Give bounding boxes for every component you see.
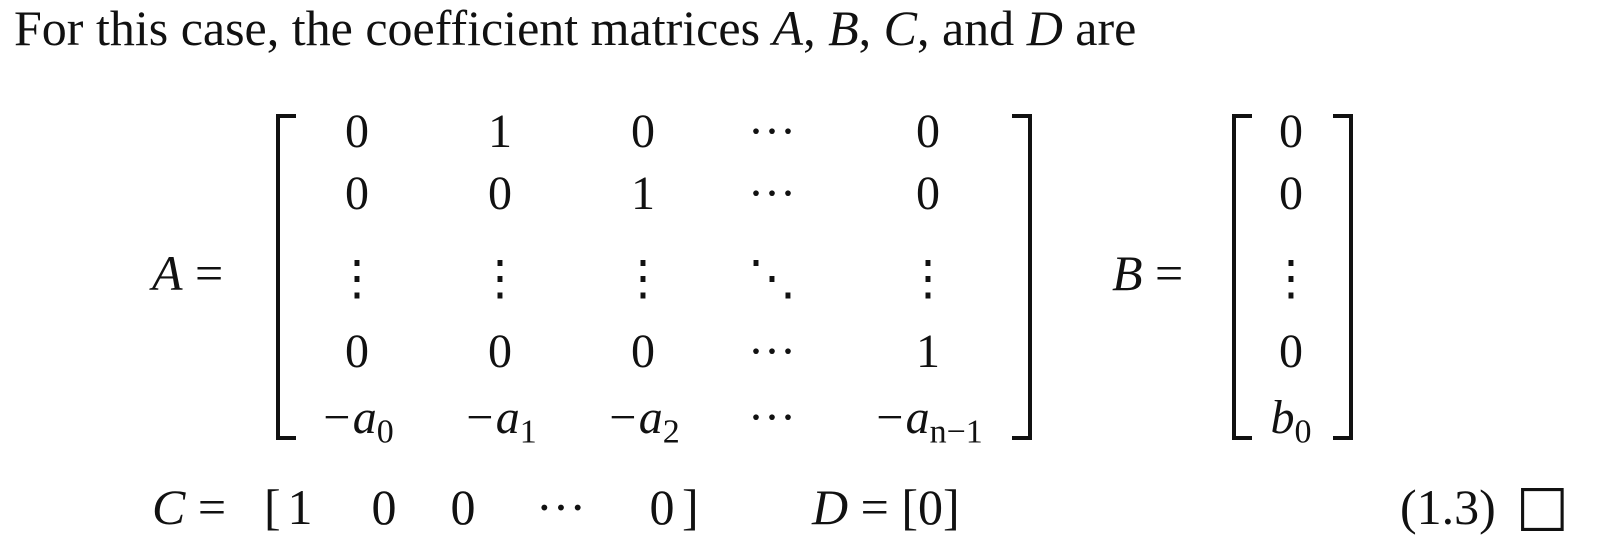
matrix-c-open-bracket: [ [264,479,281,535]
symbol-D: D [1026,0,1063,56]
matrix-a-cell: 0 [631,325,655,378]
matrix-b-cell: 0 [1279,325,1303,378]
matrix-a-cell: 0 [345,167,369,220]
matrix-a-cell: 0 [916,167,940,220]
matrix-a-coefficient: $-a_1$ [463,391,537,451]
matrix-a-cell: 0 [345,105,369,158]
matrix-a-vdots: ⋮ [333,252,381,305]
equals-sign: = [197,479,227,535]
intro-prefix: For this case, the coefficient matrices [14,0,761,56]
matrix-a-cell: ··· [748,391,796,444]
matrix-a-cell: 0 [631,105,655,158]
matrix-a-vdots: ⋮ [476,252,524,305]
matrix-a-cell: ··· [748,105,796,158]
matrix-a-cell: 1 [916,325,940,378]
matrix-b-coefficient: $b_0$ [1270,391,1312,451]
equals-sign: = [860,479,889,535]
matrix-b-cell: 0 [1279,105,1303,158]
equals-sign: = [1155,245,1184,301]
matrix-a-cell: ··· [748,325,796,378]
matrix-d-symbol: D [812,479,849,535]
symbol-C: C [883,0,917,56]
matrix-c-cell: ··· [536,479,586,535]
matrix-a-cell: 0 [488,325,512,378]
matrix-a-symbol: A [152,245,183,301]
matrix-b-cell: 0 [1279,167,1303,220]
matrix-c-cell: 0 [450,479,476,535]
matrix-c-close-bracket: ] [682,479,699,535]
matrix-b-symbol: B [1112,245,1143,301]
matrix-b-label [1112,245,1184,301]
equation-number: (1.3) [1400,479,1496,535]
matrix-a-left-bracket [276,114,296,440]
intro-suffix: are [1075,0,1137,56]
matrix-a-cell: 1 [488,105,512,158]
comma: , [803,0,816,56]
symbol-B: B [828,0,859,56]
matrix-a-vdots: ⋮ [904,252,952,305]
matrix-a-coefficient: $-a_{n-1}$ [873,391,983,451]
matrix-a-cell: 0 [488,167,512,220]
matrix-b-vdots: ⋮ [1267,252,1315,305]
matrix-c-cell: 0 [649,479,675,535]
matrix-d-value: [0] [901,479,960,535]
matrix-c-cell: 0 [371,479,397,535]
qed-symbol: □ [1516,473,1569,538]
matrix-a-cell: ··· [748,167,796,220]
matrix-a-coefficient: $-a_2$ [606,391,680,451]
matrix-a-cell: 0 [345,325,369,378]
matrix-a-ddots: ⋱ [748,252,796,305]
matrix-a-vdots: ⋮ [619,252,667,305]
matrix-a-coefficient: $-a_0$ [320,391,394,451]
matrix-a-label [152,245,224,301]
conjunction: , and [916,0,1015,56]
matrix-a-cell: 0 [916,105,940,158]
matrix-a-right-bracket [1012,114,1032,440]
matrix-d-equation [812,479,960,535]
comma: , [858,0,872,56]
symbol-A: A [772,0,804,56]
equals-sign: = [195,245,224,301]
matrix-c-label [152,479,227,535]
matrix-b-left-bracket [1232,114,1252,440]
matrix-b-right-bracket [1333,114,1353,440]
matrix-c-cell: 1 [287,479,313,535]
intro-sentence [14,0,1137,56]
matrix-a-cell: 1 [631,167,655,220]
matrix-c-symbol: C [152,479,186,535]
